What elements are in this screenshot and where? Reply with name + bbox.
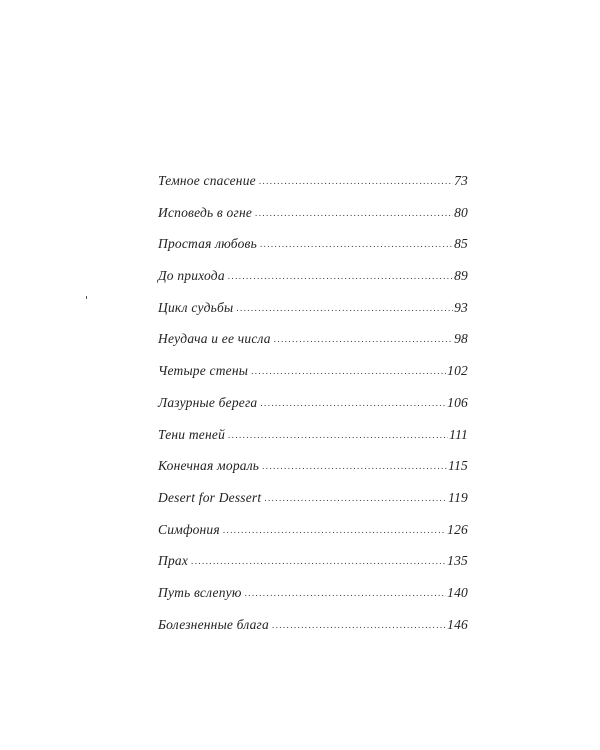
toc-entry-page-number: 93: [454, 299, 468, 315]
toc-entry-title: Прах: [158, 553, 189, 569]
toc-entry-title: Конечная мораль: [158, 458, 260, 474]
toc-entry: [158, 171, 468, 203]
toc-entry: [158, 393, 468, 425]
toc-dot-leader: [260, 234, 453, 254]
toc-dot-leader: [264, 488, 447, 508]
toc-entry-title: Четыре стены: [158, 363, 249, 379]
toc-entry-title: Цикл судьбы: [158, 299, 234, 315]
toc-entry-page-number: 119: [448, 489, 468, 505]
toc-entry-title: Темное спасение: [158, 173, 256, 188]
toc-dot-leader: [191, 551, 446, 571]
toc-entry-page-number: 73: [454, 173, 468, 188]
toc-dot-leader: [228, 425, 448, 445]
toc-entry: [158, 234, 468, 266]
toc-entry-page-number: 98: [454, 331, 468, 347]
toc-dot-leader: [251, 361, 446, 381]
toc-entry-page-number: 89: [454, 268, 468, 284]
toc-entry-title: Исповедь в огне: [158, 204, 253, 220]
toc-entry-title: Лазурные берега: [158, 394, 258, 410]
toc-entry-page-number: 111: [449, 426, 468, 442]
toc-entry: [158, 425, 468, 457]
toc-entry-page-number: 140: [447, 584, 468, 600]
toc-entry-page-number: 135: [447, 553, 468, 569]
toc-entry-title: Болезненные блага: [158, 616, 269, 632]
toc-dot-leader: [274, 329, 453, 349]
toc-entry: [158, 488, 468, 520]
toc-dot-leader: [272, 615, 446, 635]
toc-dot-leader: [259, 171, 453, 191]
toc-entry: [158, 456, 468, 488]
stray-ink-mark: [86, 296, 87, 299]
toc-entry: [158, 551, 468, 583]
toc-entry-title: Простая любовь: [158, 236, 257, 252]
table-of-contents: [158, 171, 468, 646]
toc-entry: [158, 203, 468, 235]
toc-dot-leader: [262, 456, 447, 476]
toc-dot-leader: [223, 520, 446, 540]
toc-entry: [158, 520, 468, 552]
toc-dot-leader: [236, 298, 453, 318]
toc-entry-page-number: 85: [454, 236, 468, 252]
toc-dot-leader: [260, 393, 446, 413]
toc-dot-leader: [228, 266, 453, 286]
toc-entry-page-number: 102: [447, 363, 468, 379]
toc-entry-title: Неудача и ее числа: [158, 331, 271, 347]
toc-entry: [158, 298, 468, 330]
toc-entry: [158, 361, 468, 393]
toc-entry-page-number: 106: [447, 394, 468, 410]
toc-entry-title: Симфония: [158, 521, 220, 537]
toc-entry-page-number: 80: [454, 204, 468, 220]
toc-entry-title: Desert for Dessert: [158, 489, 262, 505]
toc-entry-page-number: 115: [448, 458, 468, 474]
toc-entry: [158, 329, 468, 361]
toc-entry: [158, 266, 468, 298]
toc-entry: [158, 615, 468, 647]
toc-entry: [158, 583, 468, 615]
toc-entry-title: До прихода: [158, 268, 225, 284]
toc-entry-title: Путь вслепую: [158, 584, 242, 600]
toc-entry-page-number: 126: [447, 521, 468, 537]
toc-entry-page-number: 146: [447, 616, 468, 632]
toc-dot-leader: [245, 583, 447, 603]
toc-dot-leader: [255, 203, 453, 223]
toc-entry-title: Тени теней: [158, 426, 226, 442]
